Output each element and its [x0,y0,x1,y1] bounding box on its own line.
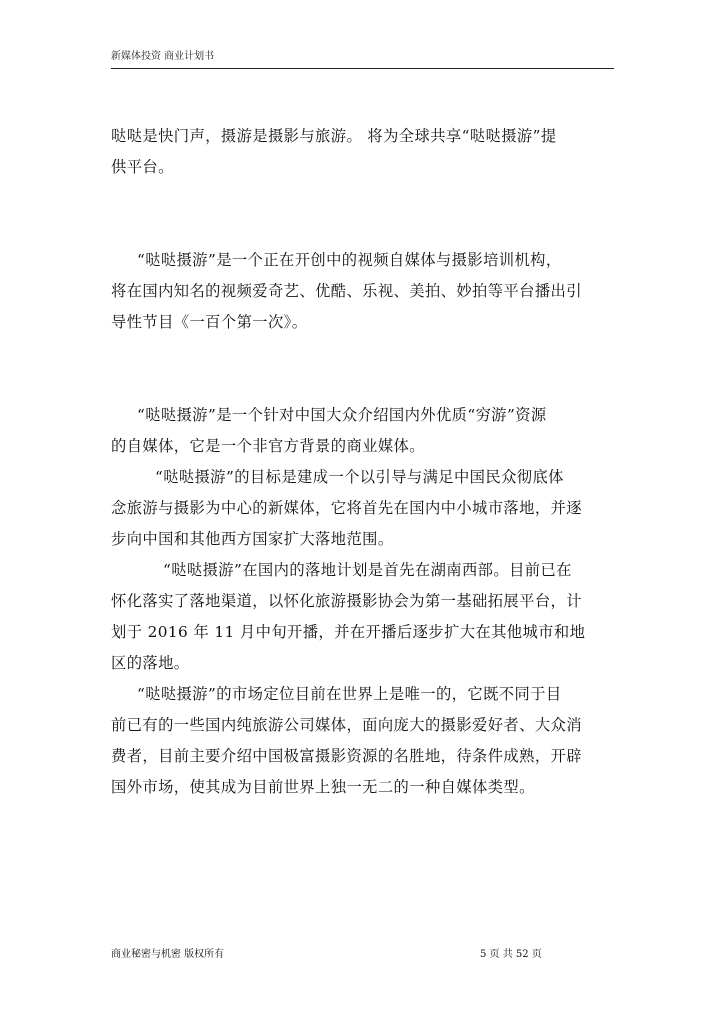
paragraph-gap [111,183,614,245]
paragraph-4-line-1: “哒哒摄游”的目标是建成一个以引导与满足中国民众彻底体 [155,468,564,486]
paragraph-1 [111,121,614,183]
paragraph-6-line-4: 国外市场，使其成为目前世界上独一无二的一种自媒体类型。 [111,778,535,796]
paragraph-2-line-3: 导性节目《一百个第一次》。 [111,313,308,331]
paragraph-5-line-2: 怀化落实了落地渠道，以怀化旅游摄影协会为第一基础拓展平台，计 [111,592,582,610]
paragraph-2-line-1: “哒哒摄游”是一个正在开创中的视频自媒体与摄影培训机构， [137,251,562,269]
paragraph-1-line-1: 哒哒是快门声，摄游是摄影与旅游。 将为全球共享“哒哒摄游”提 [111,127,557,145]
header-title: 新媒体投资 商业计划书 [111,51,215,62]
paragraph-1-line-2: 供平台。 [111,158,174,176]
paragraph-5-line-3: 划于 2016 年 11 月中旬开播，并在开播后逐步扩大在其他城市和地 [111,623,586,641]
paragraph-4-line-3: 步向中国和其他西方国家扩大落地范围。 [111,530,394,548]
paragraph-6 [111,679,614,803]
paragraph-6-line-3: 费者，目前主要介绍中国极富摄影资源的名胜地，待条件成熟，开辟 [111,747,582,765]
paragraph-6-line-2: 前已有的一些国内纯旅游公司媒体，面向庞大的摄影爱好者、大众消 [111,716,582,734]
paragraph-6-line-1: “哒哒摄游”的市场定位目前在世界上是唯一的，它既不同于目 [137,685,562,703]
paragraph-5 [111,555,614,679]
document-body [111,121,614,803]
paragraph-3-line-2: 的自媒体，它是一个非官方背景的商业媒体。 [111,437,425,455]
paragraph-2 [111,245,614,338]
page-header [111,50,614,69]
paragraph-2-line-2: 将在国内知名的视频爱奇艺、优酷、乐视、美拍、妙拍等平台播出引 [111,282,582,300]
paragraph-5-line-4: 区的落地。 [111,654,190,672]
page-number: 5 页 共 52 页 [480,949,542,960]
paragraph-3-line-1: “哒哒摄游”是一个针对中国大众介绍国内外优质“穷游”资源 [137,406,547,424]
paragraph-3 [111,400,614,462]
paragraph-gap [111,338,614,400]
footer-copyright: 商业秘密与机密 版权所有 [111,949,225,960]
paragraph-5-line-1: “哒哒摄游”在国内的落地计划是首先在湖南西部。目前已在 [163,561,572,579]
paragraph-4 [111,462,614,555]
paragraph-4-line-2: 念旅游与摄影为中心的新媒体，它将首先在国内中小城市落地，并逐 [111,499,582,517]
